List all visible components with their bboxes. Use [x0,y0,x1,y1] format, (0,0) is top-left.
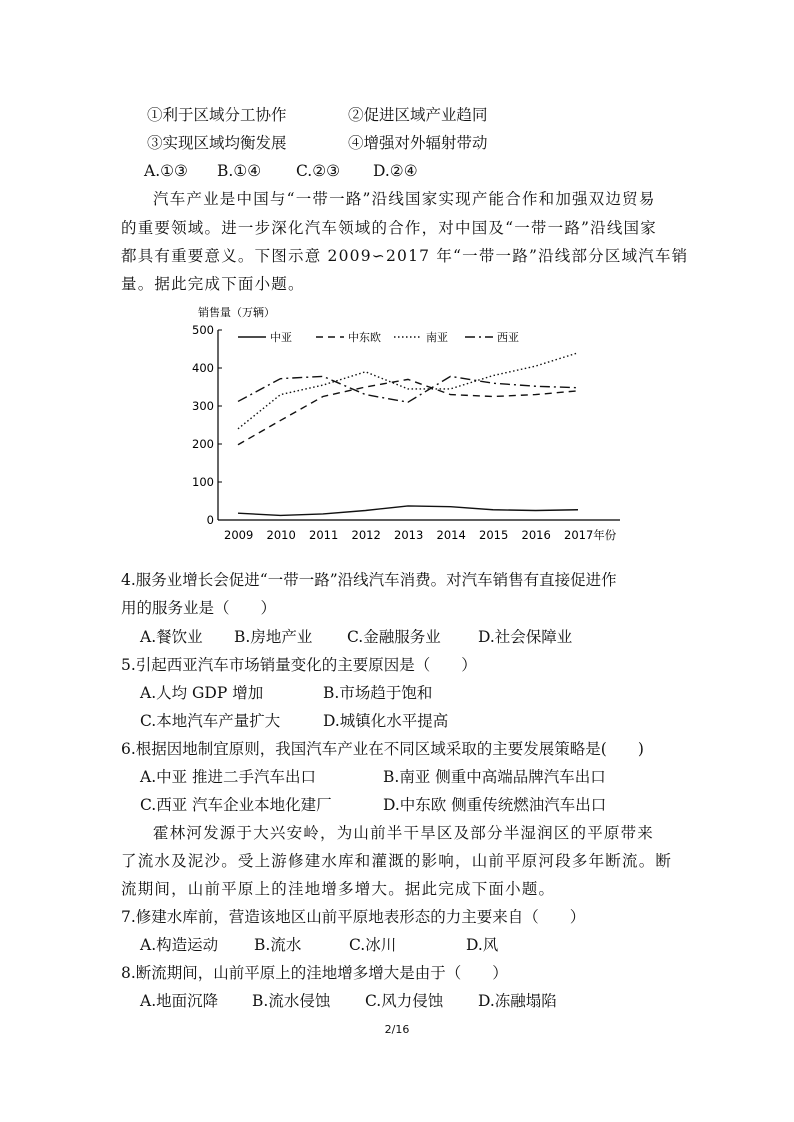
q7-choice-d: D.风 [466,936,499,954]
q8-choice-d: D.冻融塌陷 [478,992,557,1010]
sales-line-chart [180,300,640,550]
x-tick-label: 2009 [224,528,254,542]
q5-stem: 5.引起西亚汽车市场销量变化的主要原因是（ ） [121,656,477,674]
q8-choice-c: C.风力侵蚀 [365,992,444,1010]
x-tick-label: 2011 [309,528,339,542]
choice-d: D.②④ [373,162,418,180]
choice-a: A.①③ [144,162,188,180]
option-item-2: ②促进区域产业趋同 [348,106,488,124]
series-line-2 [238,353,578,429]
q6-choice-a: A.中亚 推进二手汽车出口 [140,768,317,786]
q6-stem: 6.根据因地制宜原则，我国汽车产业在不同区域采取的主要发展策略是( ) [121,740,644,758]
passage1-line-1: 汽车产业是中国与“一带一路”沿线国家实现产能合作和加强双边贸易 [153,190,656,208]
series-line-0 [238,506,578,516]
q8-stem: 8.断流期间，山前平原上的洼地增多增大是由于（ ） [121,964,508,982]
x-tick-label: 2012 [351,528,381,542]
q4-stem-line-1: 4.服务业增长会促进“一带一路”沿线汽车消费。对汽车销售有直接促进作 [121,571,617,589]
q4-choice-b: B.房地产业 [234,628,313,646]
q5-choice-d: D.城镇化水平提高 [323,712,449,730]
x-tick-label: 2014 [436,528,466,542]
q4-choice-a: A.餐饮业 [140,628,203,646]
q7-choice-c: C.冰川 [349,936,397,954]
y-tick-label: 100 [192,475,214,489]
q6-choice-b: B.南亚 侧重中高端品牌汽车出口 [383,768,606,786]
passage2-line-3: 流期间，山前平原上的洼地增多增大。据此完成下面小题。 [121,880,556,898]
passage1-line-3: 都具有重要意义。下图示意 2009∽2017 年“一带一路”沿线部分区域汽车销 [121,247,689,265]
page-number: 2/16 [384,1023,410,1036]
q7-choice-a: A.构造运动 [140,936,219,954]
q5-choice-c: C.本地汽车产量扩大 [140,712,281,730]
y-tick-label: 300 [192,399,214,413]
x-tick-label: 2016 [521,528,551,542]
q8-choice-b: B.流水侵蚀 [252,992,331,1010]
x-tick-label: 2013 [394,528,424,542]
choice-b: B.①④ [217,162,262,180]
q7-choice-b: B.流水 [254,936,302,954]
x-tick-label: 2010 [266,528,296,542]
q4-choice-c: C.金融服务业 [347,628,441,646]
legend-label: 西亚 [497,331,519,344]
x-tick-label: 2017年份 [564,528,617,542]
q5-choice-b: B.市场趋于饱和 [323,684,433,702]
passage2-line-2: 了流水及泥沙。受上游修建水库和灌溉的影响，山前平原河段多年断流。断 [121,852,673,870]
passage1-line-4: 量。据此完成下面小题。 [121,275,305,293]
q5-choice-a: A.人均 GDP 增加 [140,684,264,702]
q4-choice-d: D.社会保障业 [478,628,573,646]
y-tick-label: 400 [192,361,214,375]
option-item-4: ④增强对外辐射带动 [348,134,488,152]
legend-label: 中东欧 [348,331,381,344]
y-tick-label: 200 [192,437,214,451]
option-item-3: ③实现区域均衡发展 [147,134,287,152]
passage1-line-2: 的重要领域。进一步深化汽车领域的合作，对中国及“一带一路”沿线国家 [121,219,657,237]
x-tick-label: 2015 [479,528,509,542]
q4-stem-line-2: 用的服务业是（ ） [121,599,277,617]
option-item-1: ①利于区域分工协作 [147,106,287,124]
q6-choice-d: D.中东欧 侧重传统燃油汽车出口 [383,796,607,814]
legend-label: 中亚 [270,331,292,344]
y-tick-label: 0 [206,513,214,527]
y-axis-title: 销售量（万辆） [198,306,275,319]
q6-choice-c: C.西亚 汽车企业本地化建厂 [140,796,332,814]
legend-label: 南亚 [426,331,448,344]
q8-choice-a: A.地面沉降 [140,992,219,1010]
y-tick-label: 500 [192,323,214,337]
q7-stem: 7.修建水库前，营造该地区山前平原地表形态的力主要来自（ ） [121,908,586,926]
passage2-line-1: 霍林河发源于大兴安岭，为山前半干旱区及部分半湿润区的平原带来 [153,824,655,842]
choice-c: C.②③ [296,162,341,180]
